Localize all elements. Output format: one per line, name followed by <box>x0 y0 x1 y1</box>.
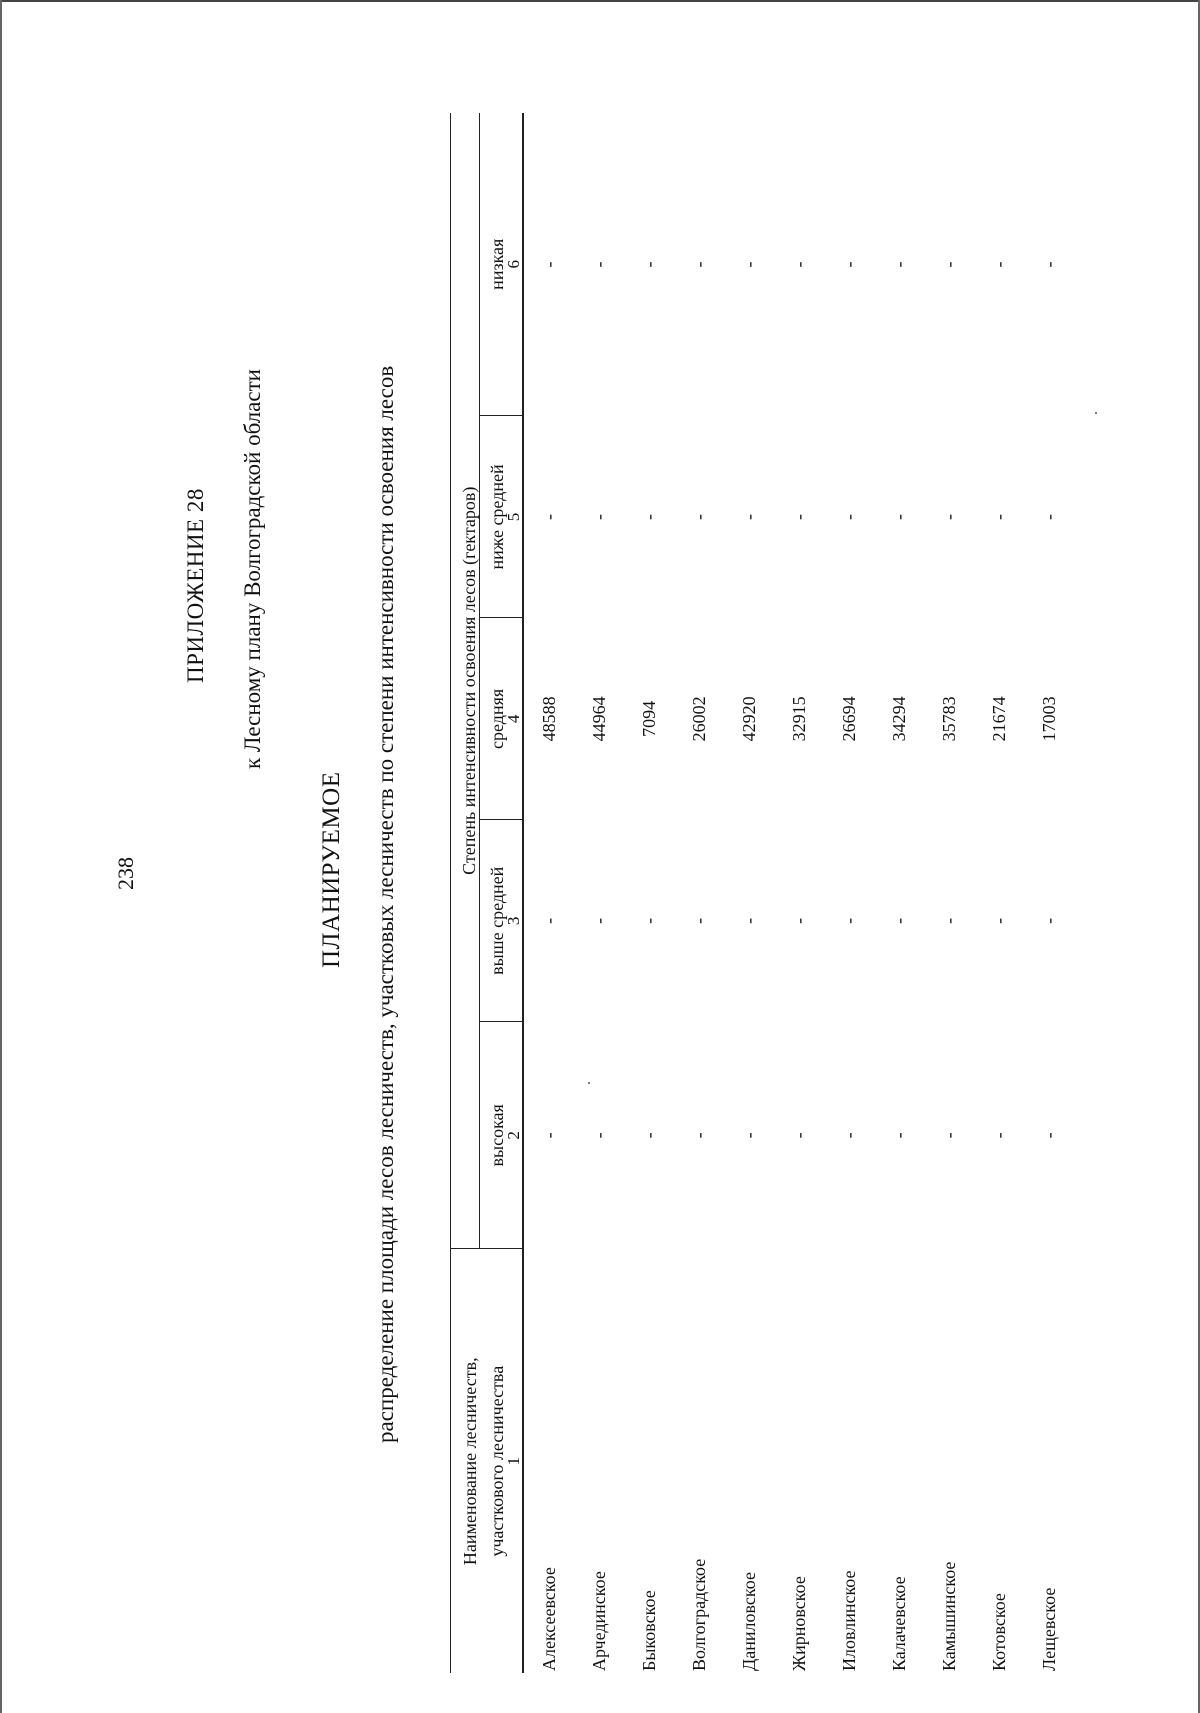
value-high: - <box>938 1132 959 1139</box>
value-above-average: - <box>738 917 759 924</box>
forestry-name: Арчединское <box>588 1571 609 1671</box>
column-number-row <box>506 113 523 1673</box>
value-average: 26694 <box>838 696 859 742</box>
value-high: - <box>788 1132 809 1139</box>
value-average: 26002 <box>688 696 709 742</box>
value-low: - <box>538 261 559 268</box>
value-low: - <box>588 261 609 268</box>
value-below-average: - <box>588 513 609 520</box>
column-header-above-average: выше средней <box>480 820 507 1022</box>
value-average: 48588 <box>538 696 559 742</box>
value-below-average: - <box>788 513 809 520</box>
value-high: - <box>838 1132 859 1139</box>
table-row <box>574 113 624 1673</box>
value-above-average: - <box>688 917 709 924</box>
forestry-name: Котовское <box>988 1593 1009 1671</box>
table-header-row <box>451 113 480 1673</box>
column-number: 4 <box>506 618 523 820</box>
value-low: - <box>988 261 1009 268</box>
name-column-header-line2: участкового лесничества <box>480 1249 507 1673</box>
column-header-average: средняя <box>480 618 507 820</box>
value-average: 21674 <box>988 696 1009 742</box>
value-average: 34294 <box>888 696 909 742</box>
document-title: ПЛАНИРУЕМОЕ <box>318 771 345 968</box>
column-number: 2 <box>506 1022 523 1249</box>
value-above-average: - <box>788 917 809 924</box>
name-column-header: Наименование лесничеств, <box>451 1249 480 1673</box>
value-high: - <box>1038 1132 1059 1139</box>
value-above-average: - <box>988 917 1009 924</box>
table-row <box>1024 113 1074 1673</box>
table-row <box>724 113 774 1673</box>
value-above-average: - <box>1038 917 1059 924</box>
value-high: - <box>638 1132 659 1139</box>
value-average: 42920 <box>738 696 759 742</box>
column-number: 3 <box>506 820 523 1022</box>
column-header-low: низкая <box>487 238 507 290</box>
value-high: - <box>738 1132 759 1139</box>
value-above-average: - <box>638 917 659 924</box>
table-row <box>824 113 874 1673</box>
value-high: - <box>888 1132 909 1139</box>
value-average: 32915 <box>788 696 809 742</box>
value-low: - <box>1038 261 1059 268</box>
forestry-name: Лещевское <box>1038 1587 1059 1671</box>
value-low: - <box>938 261 959 268</box>
value-above-average: - <box>838 917 859 924</box>
value-low: - <box>688 261 709 268</box>
value-below-average: - <box>988 513 1009 520</box>
forestry-name: Даниловское <box>738 1572 759 1671</box>
value-low: - <box>838 261 859 268</box>
value-low: - <box>888 261 909 268</box>
intensity-group-header: Степень интенсивности освоения лесов (гектаров) <box>451 113 480 1249</box>
column-header-high: высокая <box>480 1022 507 1249</box>
value-below-average: - <box>638 513 659 520</box>
value-below-average: - <box>538 513 559 520</box>
column-header-below-average: ниже средней <box>480 416 507 618</box>
value-low: - <box>638 261 659 268</box>
column-number: 5 <box>506 416 523 618</box>
page-number: 238 <box>113 857 138 890</box>
value-average: 44964 <box>588 696 609 742</box>
value-average: 17003 <box>1038 696 1059 742</box>
value-high: - <box>588 1132 609 1139</box>
table-row <box>874 113 924 1673</box>
forestry-name: Камышинское <box>938 1561 959 1671</box>
forestry-name: Алексеевское <box>538 1567 559 1671</box>
value-below-average: - <box>688 513 709 520</box>
value-below-average: - <box>1038 513 1059 520</box>
value-above-average: - <box>588 917 609 924</box>
value-average: 7094 <box>638 700 659 737</box>
value-low: - <box>788 261 809 268</box>
table-row <box>523 113 574 1673</box>
value-average: 35783 <box>938 696 959 742</box>
value-above-average: - <box>938 917 959 924</box>
value-high: - <box>688 1132 709 1139</box>
value-high: - <box>538 1132 559 1139</box>
forestry-name: Волгоградское <box>688 1558 709 1671</box>
table-row <box>774 113 824 1673</box>
column-number: 6 <box>506 113 523 416</box>
value-above-average: - <box>538 917 559 924</box>
table-header-row <box>480 113 507 1673</box>
value-below-average: - <box>938 513 959 520</box>
forestry-name: Калачевское <box>888 1576 909 1671</box>
forestry-name: Жирновское <box>788 1576 809 1671</box>
value-low: - <box>738 261 759 268</box>
document-subtitle: распределение площади лесов лесничеств, участковых лесничеств по степени интенсивности освоения лесов <box>373 365 398 1443</box>
value-above-average: - <box>888 917 909 924</box>
appendix-title: ПРИЛОЖЕНИЕ 28 <box>183 488 208 683</box>
appendix-subtitle: к Лесному плану Волгоградской области <box>240 369 265 769</box>
table-row <box>924 113 974 1673</box>
forest-intensity-table <box>450 113 1074 1673</box>
column-number: 1 <box>506 1249 523 1673</box>
value-below-average: - <box>838 513 859 520</box>
forestry-name: Быковское <box>638 1590 659 1671</box>
table-row <box>674 113 724 1673</box>
table-row <box>974 113 1024 1673</box>
value-below-average: - <box>738 513 759 520</box>
forestry-name: Иловлинское <box>838 1570 859 1671</box>
value-high: - <box>988 1132 1009 1139</box>
value-below-average: - <box>888 513 909 520</box>
table-row <box>624 113 674 1673</box>
